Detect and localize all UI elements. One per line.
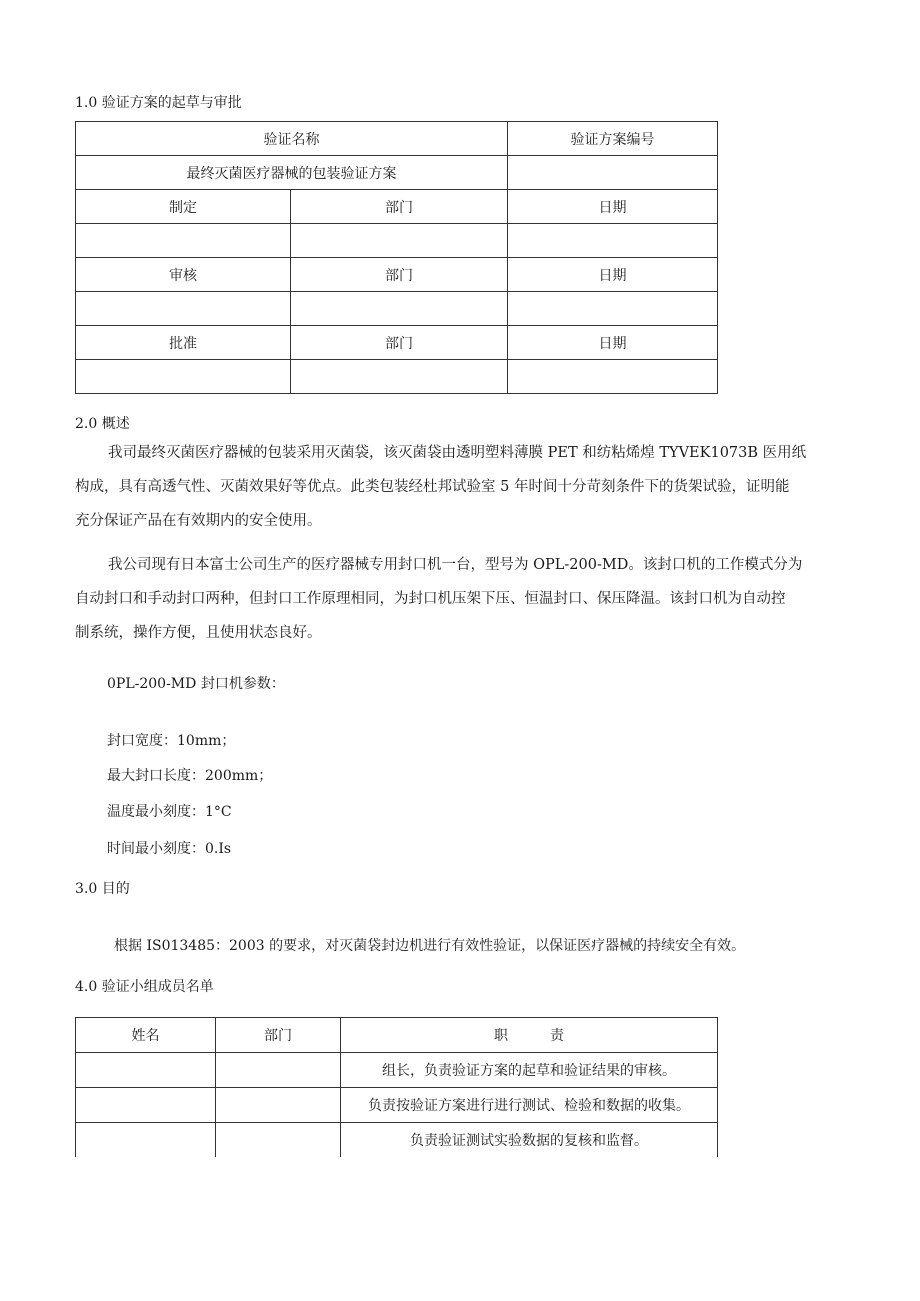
validation-name-header: 验证名称 [76,122,508,156]
blank-cell [508,292,718,326]
blank-cell [508,224,718,258]
overview-paragraph-1-line-3: 充分保证产品在有效期内的安全使用。 [75,513,322,529]
member-duty: 负责按验证方案进行进行测试、检验和数据的收集。 [341,1088,718,1123]
table-row [76,360,718,394]
member-dept [216,1123,341,1158]
section-1-heading: 1.0 验证方案的起草与审批 [75,95,242,111]
sealer-params-title: 0PL-200-MD 封口机参数： [107,676,285,692]
table-row [76,122,718,156]
member-dept [216,1088,341,1123]
table-row [76,1018,718,1053]
member-name [76,1123,216,1158]
blank-cell [291,360,508,394]
validation-code-header: 验证方案编号 [508,122,718,156]
table-row [76,190,718,224]
overview-paragraph-1-line-2: 构成，具有高透气性、灭菌效果好等优点。此类包装经杜邦试验室 5 年时间十分苛刻条件下的货架试验，证明能 [75,479,790,495]
param-max-seal-length: 最大封口长度：200mm； [107,768,273,784]
section-3-heading: 3.0 目的 [75,881,130,897]
member-dept [216,1053,341,1088]
date-label: 日期 [508,258,718,292]
blank-cell [76,360,291,394]
overview-paragraph-2-line-3: 制系统，操作方便，且使用状态良好。 [75,625,322,641]
table-row [76,1053,718,1088]
duty-header: 职 责 [341,1018,718,1053]
section-4-heading: 4.0 验证小组成员名单 [75,979,214,995]
blank-cell [508,360,718,394]
member-name [76,1088,216,1123]
overview-paragraph-1-line-1: 我司最终灭菌医疗器械的包装采用灭菌袋，该灭菌袋由透明塑料薄膜 PET 和纺粘烯煌 TYVEK1073B 医用纸 [108,445,807,461]
blank-cell [76,224,291,258]
table-row [76,1088,718,1123]
table-row [76,224,718,258]
role-label: 制定 [76,190,291,224]
date-label: 日期 [508,326,718,360]
blank-cell [291,224,508,258]
dept-label: 部门 [291,326,508,360]
table-row [76,292,718,326]
member-duty: 负责验证测试实验数据的复核和监督。 [341,1123,718,1158]
member-name [76,1053,216,1088]
dept-header: 部门 [216,1018,341,1053]
validation-code-value [508,156,718,190]
blank-cell [76,292,291,326]
param-time-resolution: 时间最小刻度：0.Is [107,841,232,857]
table-row [76,156,718,190]
table-row [76,258,718,292]
section-2-heading: 2.0 概述 [75,416,130,432]
overview-paragraph-2-line-1: 我公司现有日本富士公司生产的医疗器械专用封口机一台，型号为 OPL-200-MD。该封口机的工作模式分为 [108,557,803,573]
role-label: 审核 [76,258,291,292]
dept-label: 部门 [291,258,508,292]
role-label: 批准 [76,326,291,360]
dept-label: 部门 [291,190,508,224]
team-members-table [75,1017,718,1157]
date-label: 日期 [508,190,718,224]
param-temp-resolution: 温度最小刻度：1°C [107,804,232,820]
name-header: 姓名 [76,1018,216,1053]
member-duty: 组长，负责验证方案的起草和验证结果的审核。 [341,1053,718,1088]
table-row [76,1123,718,1158]
param-seal-width: 封口宽度：10mm； [107,733,236,749]
overview-paragraph-2-line-2: 自动封口和手动封口两种，但封口工作原理相同，为封口机压架下压、恒温封口、保压降温。该封口机为自动控 [75,591,786,607]
purpose-text: 根据 IS013485：2003 的要求，对灭菌袋封边机进行有效性验证，以保证医疗器械的持续安全有效。 [114,938,746,954]
blank-cell [291,292,508,326]
approval-table [75,121,718,394]
validation-name-value: 最终灭菌医疗器械的包装验证方案 [76,156,508,190]
table-row [76,326,718,360]
